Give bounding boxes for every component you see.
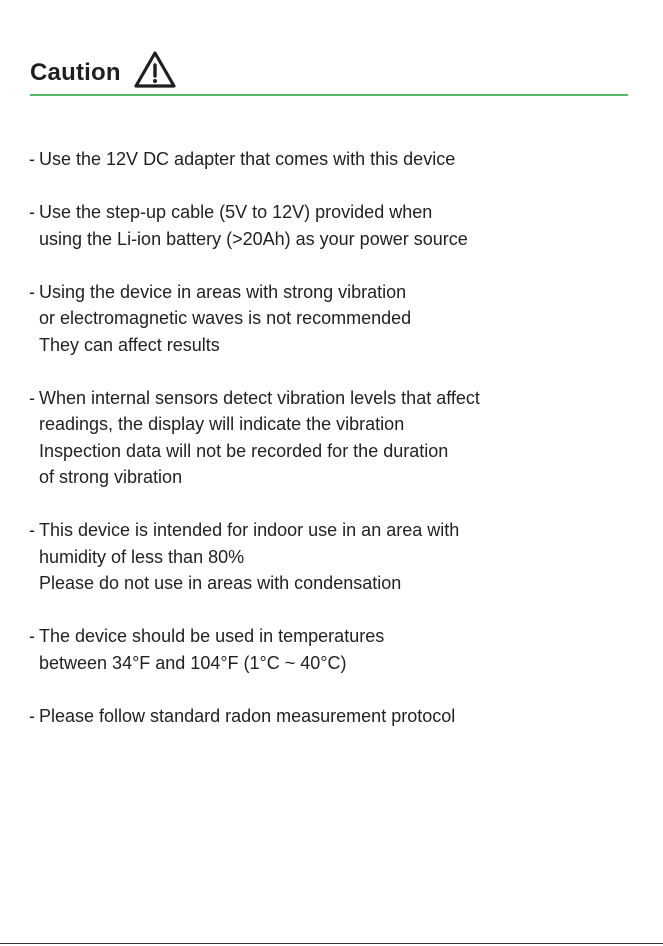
list-bullet-dash: - [29, 387, 35, 408]
caution-text-line: using the Li-ion battery (>20Ah) as your power source [39, 228, 468, 249]
list-bullet-dash: - [29, 202, 35, 222]
list-bullet-dash: - [29, 705, 35, 726]
caution-text-line: Use the step-up cable (5V to 12V) provided when [39, 202, 433, 222]
caution-text-line: Please follow standard radon measurement protocol [39, 705, 456, 726]
caution-text-line: Use the 12V DC adapter that comes with this device [39, 149, 456, 169]
caution-item [29, 279, 639, 359]
caution-item [29, 517, 639, 597]
page-bottom-border [0, 943, 663, 944]
caution-text-line: The device should be used in temperatures [39, 626, 385, 646]
caution-text-line: between 34°F and 104°F (1°C ~ 40°C) [39, 652, 347, 673]
caution-text-line: Please do not use in areas with condensation [39, 573, 402, 593]
list-bullet-dash: - [29, 626, 35, 646]
header-divider [30, 94, 628, 96]
page-title: Caution [30, 59, 121, 86]
list-bullet-dash: - [29, 281, 35, 302]
caution-list [29, 146, 639, 756]
caution-item [29, 703, 639, 730]
list-bullet-dash: - [29, 520, 35, 540]
caution-item [29, 199, 639, 252]
caution-item [29, 146, 639, 173]
caution-text-line: Inspection data will not be recorded for the duration [39, 440, 449, 461]
caution-item [29, 623, 639, 676]
list-bullet-dash: - [29, 149, 35, 169]
caution-text-line: This device is intended for indoor use in an area with [39, 520, 460, 540]
caution-text-line: Using the device in areas with strong vibration [39, 281, 407, 302]
caution-text-line: of strong vibration [39, 467, 183, 487]
caution-text-line: readings, the display will indicate the vibration [39, 414, 405, 434]
caution-text-line: or electromagnetic waves is not recommended [39, 308, 412, 328]
caution-item [29, 385, 639, 491]
caution-text-line: When internal sensors detect vibration levels that affect [39, 387, 480, 408]
caution-text-line: They can affect results [39, 334, 220, 355]
caution-text-line: humidity of less than 80% [39, 546, 245, 567]
caution-header [30, 44, 628, 96]
warning-triangle-icon [133, 49, 177, 91]
